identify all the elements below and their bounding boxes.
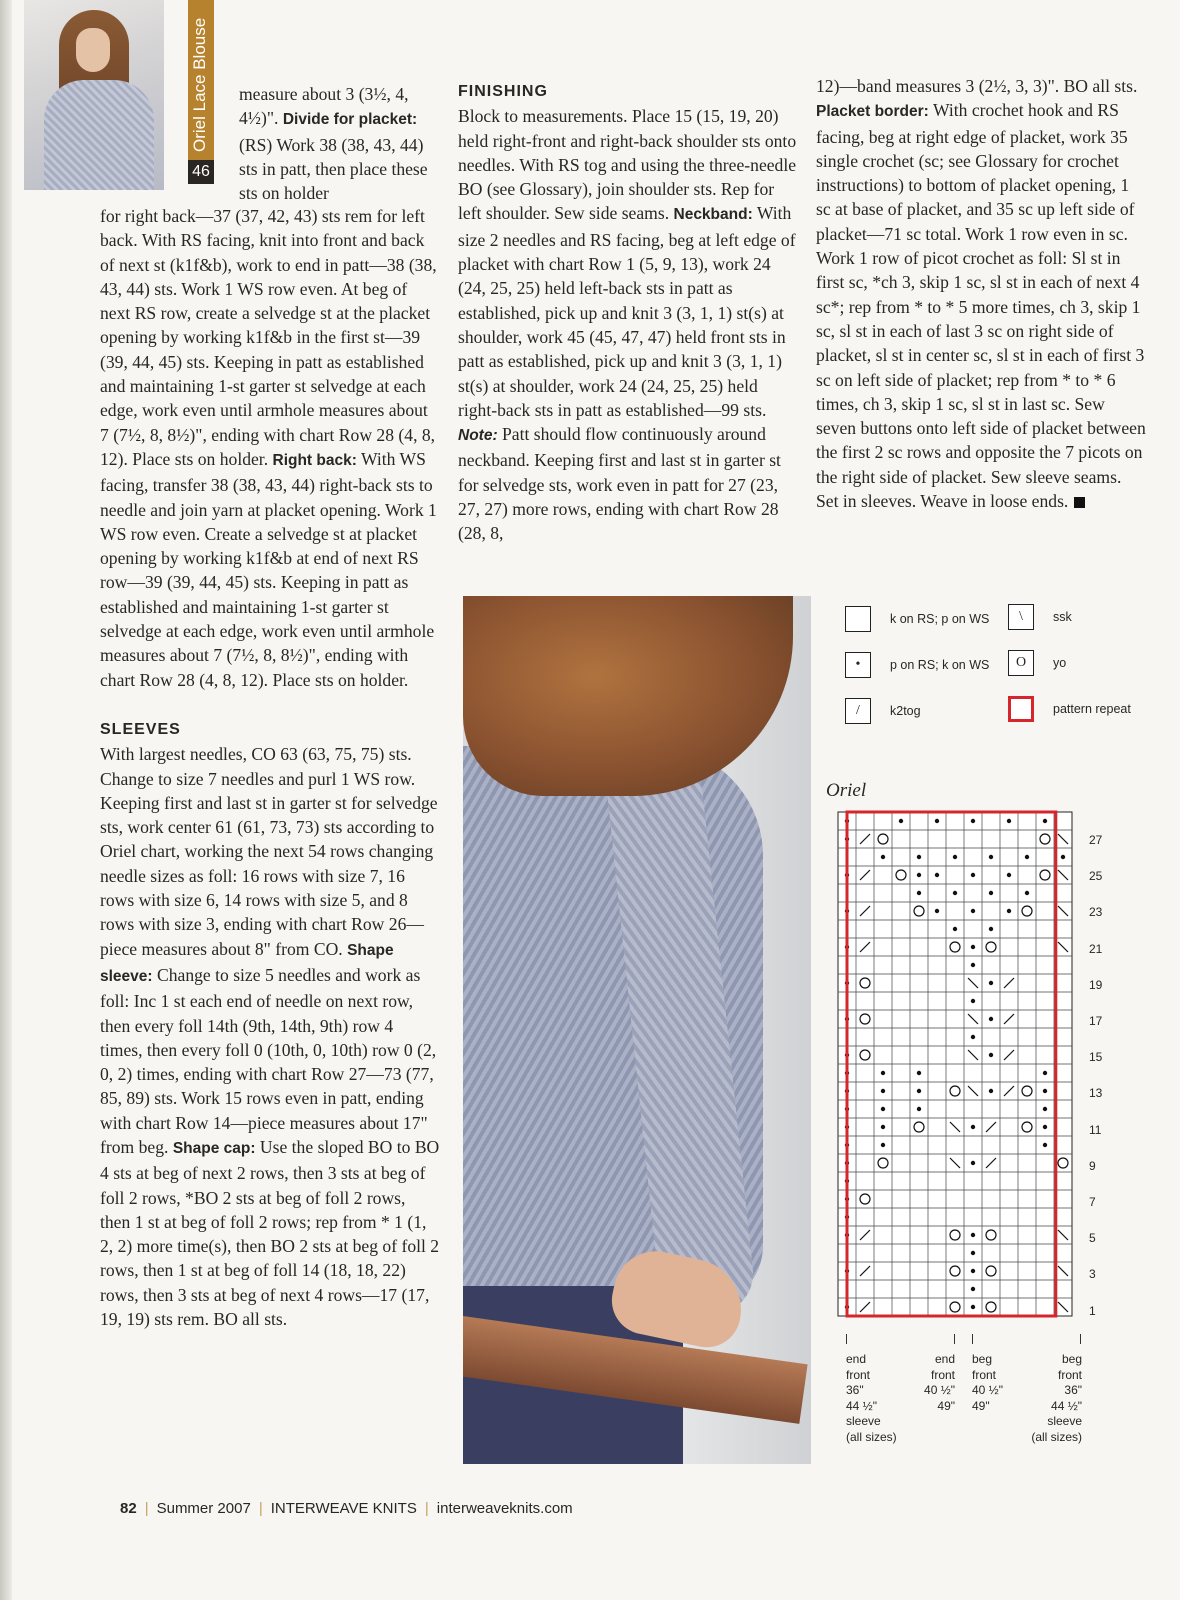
purl-stitch bbox=[953, 891, 957, 895]
purl-stitch bbox=[971, 819, 975, 823]
purl-stitch bbox=[989, 855, 993, 859]
chart-edge-label-line: front bbox=[846, 1367, 871, 1382]
purl-stitch bbox=[971, 945, 975, 949]
footer-issue: Summer 2007 bbox=[156, 1500, 251, 1517]
chart-edge-label-line: end bbox=[934, 1352, 955, 1366]
body-text: Patt should flow continuously around neckband. Keeping first and last st in garter st for selvedge sts, work even in patt for 27 (23, 27, 27) more rows, ending with chart Row 28 (28, 8, bbox=[458, 424, 781, 544]
chart-row-number: 15 bbox=[1089, 1050, 1103, 1065]
purl-stitch bbox=[989, 981, 993, 985]
chart-row-number: 23 bbox=[1089, 905, 1103, 920]
note-label: Note: bbox=[458, 427, 498, 445]
purl-stitch bbox=[1061, 855, 1065, 859]
chart-edge-label-line: 40 ½" bbox=[972, 1383, 1003, 1397]
legend-k2tog: k2tog bbox=[890, 704, 921, 718]
purl-stitch bbox=[1007, 909, 1011, 913]
body-text: 12)—band measures 3 (2½, 3, 3)". BO all sts. bbox=[816, 76, 1138, 96]
purl-stitch bbox=[971, 1269, 975, 1273]
neckband-label: Neckband: bbox=[673, 206, 753, 224]
section-tab bbox=[188, 0, 214, 160]
chart-row-number: 13 bbox=[1089, 1086, 1103, 1101]
chart-edge-label-line: front bbox=[1057, 1367, 1082, 1382]
knit-symbol-icon bbox=[845, 606, 871, 632]
purl-stitch bbox=[971, 1287, 975, 1291]
purl-stitch bbox=[1043, 1071, 1047, 1075]
shape-sleeve-label: Shape sleeve: bbox=[100, 941, 394, 985]
chart-edge-label-line: sleeve bbox=[1047, 1414, 1082, 1428]
chart-edge-label-line: (all sizes) bbox=[846, 1429, 897, 1444]
footer-page-number: 82 bbox=[120, 1500, 137, 1517]
purl-stitch bbox=[989, 1017, 993, 1021]
body-text: Block to measurements. Place 15 (15, 19, 20) held right-front and right-back shoulder sts onto needles. With RS tog and using the three-needle BO (see Glossary), join shoulder sts. Rep for left shoulder. Sew side seams. bbox=[458, 106, 797, 224]
chart-edge-label-line: beg bbox=[1061, 1352, 1082, 1366]
purl-stitch bbox=[917, 1089, 921, 1093]
chart-row-number: 17 bbox=[1089, 1014, 1103, 1028]
pattern-repeat-symbol-icon bbox=[1008, 696, 1034, 722]
purl-stitch bbox=[917, 1071, 921, 1075]
purl-stitch bbox=[881, 1107, 885, 1111]
chart-edge-label-line: sleeve bbox=[846, 1414, 881, 1428]
purl-stitch bbox=[881, 1143, 885, 1147]
column-1-top bbox=[239, 82, 439, 205]
purl-stitch bbox=[971, 999, 975, 1003]
purl-stitch bbox=[971, 873, 975, 877]
body-text: With largest needles, CO 63 (63, 75, 75) sts. Change to size 7 needles and purl 1 WS row. Keeping first and last st in garter st for selvedge sts, work center 61 (61, 73, 73) sts according to Oriel chart, working the next 54 rows changing needle sizes as foll: 16 rows with size 7, 16 rows with size 6, 14 rows with size 5, and 8 rows with size 3, ending with chart Row 26—piece measures about 8" from CO. bbox=[100, 744, 438, 959]
chart-row-number: 27 bbox=[1089, 833, 1103, 847]
chart-row-number: 25 bbox=[1089, 869, 1103, 884]
footer-magazine: INTERWEAVE KNITS bbox=[270, 1500, 417, 1517]
page-footer: 82 | Summer 2007 | INTERWEAVE KNITS | interweaveknits.com bbox=[120, 1500, 573, 1517]
legend-purl: p on RS; k on WS bbox=[890, 658, 990, 672]
chart-edge-label-line: 36" bbox=[846, 1383, 864, 1397]
body-text: measure about 3 (3½, 4, 4½)". bbox=[239, 84, 409, 129]
purl-stitch bbox=[1043, 1125, 1047, 1129]
purl-stitch bbox=[917, 855, 921, 859]
sleeves-heading: SLEEVES bbox=[100, 720, 181, 738]
purl-stitch bbox=[1043, 819, 1047, 823]
chart-row-number: 7 bbox=[1089, 1195, 1096, 1209]
purl-stitch bbox=[989, 1089, 993, 1093]
footer-url: interweaveknits.com bbox=[436, 1500, 573, 1517]
purl-stitch bbox=[881, 855, 885, 859]
chart-edge-label-line: front bbox=[930, 1367, 955, 1382]
chart-row-number: 21 bbox=[1089, 941, 1103, 956]
thumbnail-photo bbox=[24, 0, 164, 190]
purl-stitch bbox=[1007, 819, 1011, 823]
purl-stitch bbox=[1025, 855, 1029, 859]
finishing-heading: FINISHING bbox=[458, 83, 548, 100]
body-text: Use the sloped BO to BO 4 sts at beg of next 2 rows, then 3 sts at beg of foll 2 rows, *BO 2 sts at beg of foll 2 rows, then 1 st at beg of foll 2 rows; rep from * 1 (1, 2, 2) more time(s), then BO 2 sts at beg of foll 2 rows, then 1 st at beg of foll 14 (18, 18, 22) rows, then 3 sts at beg of next 4 rows—17 (17, 19, 19) sts rem. BO all sts. bbox=[100, 1136, 440, 1330]
body-text: With WS facing, transfer 38 (38, 43, 44) right-back sts to needle and join yarn at placket opening. Work 1 WS row even. Create a selvedge st at placket opening by working k1f&b at end of next RS row—39 (39, 44, 45) sts. Keeping in patt as established and maintaining 1-st garter st selvedge at each edge, work even until armhole measures about 7 (7½, 8, 8½)", ending with chart Row 28 (4, 8, 12). Place sts on holder. bbox=[100, 448, 437, 690]
label-end-front-36 bbox=[846, 1352, 897, 1445]
chart-edge-label-line: 49" bbox=[972, 1398, 990, 1413]
purl-stitch bbox=[917, 873, 921, 877]
purl-stitch bbox=[881, 1089, 885, 1093]
model-photo bbox=[463, 596, 811, 1464]
purl-stitch bbox=[953, 855, 957, 859]
purl-stitch bbox=[971, 1305, 975, 1309]
column-3 bbox=[816, 74, 1146, 513]
purl-stitch bbox=[1043, 1089, 1047, 1093]
purl-stitch bbox=[1007, 873, 1011, 877]
legend-knit: k on RS; p on WS bbox=[890, 612, 990, 626]
purl-stitch bbox=[1025, 891, 1029, 895]
purl-stitch bbox=[989, 891, 993, 895]
k2tog-symbol-icon: / bbox=[845, 698, 871, 724]
purl-stitch bbox=[971, 963, 975, 967]
divide-label: Divide for placket: bbox=[282, 111, 418, 129]
right-back-label: Right back: bbox=[272, 451, 357, 469]
chart-edge-label-line: beg bbox=[972, 1352, 993, 1366]
purl-stitch bbox=[971, 1125, 975, 1129]
column-2 bbox=[458, 80, 798, 546]
chart-edge-label-line: 44 ½" bbox=[1051, 1398, 1082, 1413]
purl-stitch bbox=[1043, 1143, 1047, 1147]
label-beg-front-36 bbox=[1030, 1352, 1082, 1445]
chart-title: Oriel bbox=[826, 780, 867, 801]
legend-ssk: ssk bbox=[1053, 610, 1072, 624]
purl-stitch bbox=[989, 927, 993, 931]
end-mark-icon bbox=[1074, 497, 1085, 508]
placket-border-label: Placket border: bbox=[816, 103, 929, 121]
purl-stitch bbox=[971, 1035, 975, 1039]
ssk-symbol-icon: \ bbox=[1008, 604, 1034, 630]
legend-yo: yo bbox=[1053, 656, 1067, 670]
body-text: for right back—37 (37, 42, 43) sts rem for left back. With RS facing, knit into front and back of next st (k1f&b), work to end in patt—38 (38, 43, 44) sts. Work 1 WS row even. At beg of next RS row, create a selvedge st at the placket opening by working k1f&b in the first st—39 (39, 44, 45) sts. Keeping in patt as established and maintaining 1-st garter st selvedge at each edge, work even until armhole measures about 7 (7½, 8, 8½)", ending with chart Row 28 (4, 8, 12). Place sts on holder. bbox=[100, 206, 437, 469]
purl-stitch bbox=[953, 927, 957, 931]
tab-page-number: 46 bbox=[188, 160, 214, 184]
shape-cap-label: Shape cap: bbox=[172, 1139, 256, 1157]
chart-edge-label-line: (all sizes) bbox=[1031, 1429, 1082, 1444]
body-text: With size 2 needles and RS facing, beg at left edge of placket with chart Row 1 (5, 9, 13), work 24 (24, 25, 25) held left-back sts in patt as established, pick up and knit 3 (3, 1, 1) st(s) at shoulder, work 45 (45, 47, 47) held front sts in patt as established, pick up and knit 3 (3, 1, 1) st(s) at shoulder, work 24 (24, 25, 25) held right-back sts in patt as established—99 sts. bbox=[458, 203, 796, 420]
chart-row-number: 9 bbox=[1089, 1158, 1096, 1173]
purl-stitch bbox=[1043, 1107, 1047, 1111]
body-text: With crochet hook and RS facing, beg at right edge of placket, work 35 single crochet (sc; see Glossary for crochet instructions) to bottom of placket opening, 1 sc at base of placket, and 35 sc up left side of placket—71 sc total. Work 1 row even in sc. Work 1 row of picot crochet as foll: Sl st in first sc, *ch 3, skip 1 sc, sl st in each of next 4 sc*; rep from * to * 5 more times, ch 3, skip 1 sc, sl st in each of last 3 sc on right side of placket, sl st in center sc, sl st in each of first 3 sc on left side of placket; rep from * to * 6 times, ch 3, skip 1 sc, sl st in last sc. Sew seven buttons onto left side of placket between the first 2 sc rows and opposite the 7 picots on the right side of placket. Sew sleeve seams. Set in sleeves. Weave in loose ends. bbox=[816, 100, 1146, 512]
chart-row-number: 1 bbox=[1089, 1303, 1096, 1318]
oriel-chart bbox=[836, 810, 1076, 1320]
tab-title: Oriel Lace Blouse bbox=[190, 17, 209, 152]
chart-row-number: 5 bbox=[1089, 1231, 1096, 1246]
page-spine-shadow bbox=[0, 0, 12, 1600]
chart-edge-label-line: 49" bbox=[937, 1398, 955, 1413]
label-end-front-40 bbox=[922, 1352, 955, 1414]
purl-stitch bbox=[971, 1251, 975, 1255]
purl-stitch bbox=[971, 1233, 975, 1237]
chart-row-number: 11 bbox=[1089, 1122, 1102, 1137]
chart-edge-label-line: 40 ½" bbox=[924, 1383, 955, 1397]
purl-stitch bbox=[881, 1071, 885, 1075]
purl-stitch bbox=[971, 909, 975, 913]
purl-stitch bbox=[917, 1107, 921, 1111]
purl-stitch bbox=[917, 891, 921, 895]
chart-edge-label-line: 44 ½" bbox=[846, 1398, 877, 1413]
purl-stitch bbox=[971, 1161, 975, 1165]
purl-stitch bbox=[935, 873, 939, 877]
purl-stitch bbox=[935, 909, 939, 913]
chart-edge-label-line: end bbox=[846, 1352, 867, 1366]
chart-row-number: 3 bbox=[1089, 1267, 1096, 1282]
purl-symbol-icon: • bbox=[845, 652, 871, 678]
label-beg-front-40 bbox=[972, 1352, 1003, 1414]
chart-row-number: 19 bbox=[1089, 977, 1103, 992]
body-text: (RS) Work 38 (38, 43, 44) sts in patt, then place these sts on holder bbox=[239, 134, 428, 204]
chart-edge-label-line: front bbox=[972, 1367, 997, 1382]
body-text: Change to size 5 needles and work as foll: Inc 1 st each end of needle on next row, then every foll 14th (9th, 14th, 9th) row 4 times, then every foll 0 (10th, 0, 10th) row 0 (2, 0, 2) times, ending with chart Row 27—73 (77, 85, 89) sts. Work 15 rows even in patt, ending with chart Row 14—piece measures about 17" from beg. bbox=[100, 964, 437, 1157]
chart-edge-label-line: 36" bbox=[1064, 1383, 1082, 1397]
purl-stitch bbox=[989, 1053, 993, 1057]
purl-stitch bbox=[881, 1125, 885, 1129]
column-1 bbox=[100, 204, 440, 1331]
purl-stitch bbox=[899, 819, 903, 823]
purl-stitch bbox=[935, 819, 939, 823]
legend-repeat: pattern repeat bbox=[1053, 702, 1131, 716]
yo-symbol-icon: O bbox=[1008, 650, 1034, 676]
